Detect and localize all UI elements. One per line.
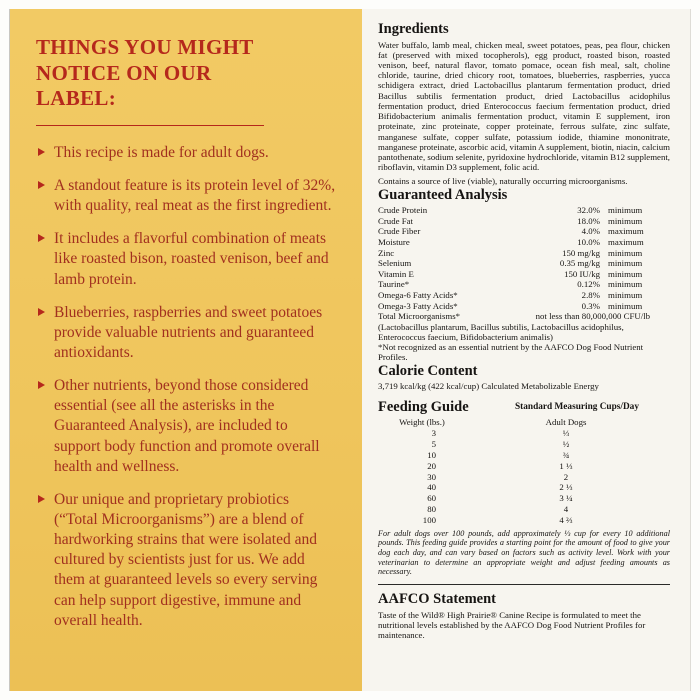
ingredients-note: Contains a source of live (viable), naturally occurring microorganisms.: [378, 176, 628, 187]
ga-row: [378, 216, 670, 227]
left-panel-title: THINGS YOU MIGHT NOTICE ON OUR LABEL:: [36, 35, 254, 111]
ga-nutrient: Omega-6 Fatty Acids*: [378, 289, 458, 300]
ga-row: [378, 269, 670, 280]
ga-row: [378, 205, 670, 216]
bullet-text: A standout feature is its protein level of 32%, with quality, real meat as the first ingredient.: [54, 176, 336, 215]
ga-nutrient: Vitamin E: [378, 268, 414, 279]
weight-column-header: Weight (lbs.): [399, 417, 445, 428]
triangle-bullet-icon: [38, 495, 45, 503]
ga-nutrient: Total Microorganisms*: [378, 311, 461, 322]
weight-value: 40: [427, 482, 436, 493]
aafco-heading: AAFCO Statement: [378, 590, 496, 607]
cups-value: ⅓: [562, 428, 570, 439]
bullet-list: [36, 143, 336, 631]
feeding-guide-row: [378, 515, 670, 526]
feeding-guide-subheader: [378, 417, 670, 428]
ga-value: 150 IU/kg: [564, 268, 600, 279]
feeding-guide-row: [378, 482, 670, 493]
cups-value: 2: [563, 471, 569, 482]
feeding-guide-table: [378, 428, 670, 525]
ga-row: [378, 237, 670, 248]
bullet-item: [36, 143, 336, 163]
ga-row: [378, 279, 670, 290]
weight-value: 80: [427, 503, 436, 514]
ga-value: 0.35 mg/kg: [559, 258, 600, 269]
ga-value: 18.0%: [577, 215, 600, 226]
aafco-text: Taste of the Wild® High Prairie® Canine Recipe is formulated to meet the nutritional levels established by the AAFCO Dog Food Nutrient Profiles for maintenance.: [378, 609, 646, 641]
ga-value: 2.8%: [581, 289, 600, 300]
ga-row: [378, 248, 670, 259]
ga-qualifier: minimum: [608, 268, 643, 279]
bullet-text: This recipe is made for adult dogs.: [54, 143, 269, 161]
ga-value: 0.3%: [581, 300, 600, 311]
weight-value: 5: [431, 439, 436, 450]
ga-row: [378, 226, 670, 237]
weight-value: 3: [431, 428, 436, 439]
ga-value: 0.12%: [577, 279, 600, 290]
feeding-guide-cups-heading: Standard Measuring Cups/Day: [515, 402, 639, 413]
cups-value: ¾: [562, 450, 570, 460]
feeding-guide-row: [378, 461, 670, 472]
bullet-text: Blueberries, raspberries and sweet potatoes provide valuable nutrients and guaranteed antioxidants.: [54, 303, 323, 361]
cups-value: 4: [563, 503, 569, 514]
weight-value: 20: [427, 460, 436, 471]
weight-value: 60: [427, 493, 436, 504]
ga-nutrient: Crude Fat: [378, 215, 413, 226]
right-panel: [362, 9, 690, 691]
bullet-text: It includes a flavorful combination of meats like roasted bison, roasted venison, beef and lamb protein.: [54, 230, 329, 288]
ga-value: 32.0%: [577, 205, 600, 216]
cups-column-header: Adult Dogs: [545, 417, 587, 428]
bullet-item: [36, 303, 336, 363]
triangle-bullet-icon: [38, 148, 45, 156]
weight-value: 100: [422, 514, 436, 525]
cups-value: 4 ⅔: [559, 514, 573, 525]
ga-nutrient: Moisture: [378, 236, 410, 247]
ingredients-heading: Ingredients: [378, 21, 449, 37]
feeding-guide-row: [378, 439, 670, 450]
ga-row: [378, 290, 670, 301]
ga-row-total-microorganisms: [378, 311, 670, 322]
feeding-guide-row: [378, 493, 670, 504]
ga-qualifier: minimum: [608, 247, 643, 258]
bullet-item: [36, 176, 336, 216]
ga-nutrient: Zinc: [378, 247, 395, 258]
ga-row: [378, 301, 670, 312]
cups-value: ½: [562, 439, 570, 450]
feeding-guide-note: For adult dogs over 100 pounds, add approximately ⅓ cup for every 10 additional pounds. This feeding guide provides a starting point for the amount of food to give your dog each day, and can vary based on factors such as activity level. Work with your veterinarian to determine an appropriate weight and adjust feeding amounts as necessary.: [378, 528, 670, 577]
ga-nutrient: Taurine*: [378, 279, 410, 290]
ga-qualifier: minimum: [608, 215, 643, 226]
ga-qualifier: minimum: [608, 205, 643, 216]
ga-species-detail: (Lactobacillus plantarum, Bacillus subtilis, Lactobacillus acidophilus, Enterococcus faecium, Bifidobacterium animalis): [378, 321, 624, 342]
cups-value: 3 ¼: [559, 493, 573, 504]
ga-qualifier: minimum: [608, 279, 643, 290]
ga-nutrient: Crude Fiber: [378, 226, 421, 237]
triangle-bullet-icon: [38, 234, 45, 242]
feeding-guide-row: [378, 504, 670, 515]
ga-value: not less than 80,000,000 CFU/lb: [535, 311, 650, 322]
label-scan: [9, 9, 691, 691]
ingredients-text: Water buffalo, lamb meal, chicken meal, sweet potatoes, peas, pea flour, chicken fat (preserved with mixed tocopherols), egg product, roasted bison, roasted venison, beef, natural flavor, tomato pomace, ocean fish meal, salt, choline chloride, taurine, dried chicory root, tomatoes, blueberries, raspberries, yucca schidigera extract, dried Lactobacillus plantarum fermentation product, dried Bacillus subtilis fermentation product, dried Lactobacillus acidophilus fermentation product, dried Enterococcus faecium fermentation product, dried Bifidobacterium animalis fermentation product, vitamin E supplement, iron proteinate, zinc proteinate, copper proteinate, ferrous sulfate, zinc sulfate, manganese sulfate, copper sulfate, potassium iodide, thiamine mononitrate, manganese proteinate, ascorbic acid, vitamin A supplement, biotin, niacin, calcium pantothenate, sodium selenite, pyridoxine hydrochloride, vitamin B12 supplement, riboflavin, vitamin D3 supplement, folic acid.: [378, 39, 670, 173]
ga-qualifier: minimum: [608, 289, 643, 300]
triangle-bullet-icon: [38, 308, 45, 316]
triangle-bullet-icon: [38, 381, 45, 389]
guaranteed-analysis-heading: Guaranteed Analysis: [378, 186, 508, 203]
ga-qualifier: maximum: [608, 226, 644, 237]
ga-nutrient: Omega-3 Fatty Acids*: [378, 300, 458, 311]
bullet-text: Our unique and proprietary probiotics (“Total Microorganisms”) are a blend of hardworking strains that were isolated and cultured by scientists just for us. We add them at guaranteed levels so every serving can help support digestive, immune and overall health.: [54, 490, 318, 629]
weight-value: 30: [427, 471, 436, 482]
bullet-item: [36, 490, 336, 631]
bullet-text: Other nutrients, beyond those considered essential (see all the asterisks in the Guaranteed Analysis), are included to support body function and promote overall health and wellness.: [54, 377, 320, 475]
weight-value: 10: [427, 450, 436, 460]
divider-line: [378, 584, 670, 585]
ga-footnote: *Not recognized as an essential nutrient by the AAFCO Dog Food Nutrient Profiles.: [378, 342, 644, 363]
ga-value: 4.0%: [581, 226, 600, 237]
ga-value: 150 mg/kg: [562, 247, 600, 258]
left-panel: [10, 9, 362, 691]
feeding-guide-row: [378, 450, 670, 461]
feeding-guide-heading: Feeding Guide: [378, 399, 469, 416]
calorie-content-heading: Calorie Content: [378, 362, 478, 379]
feeding-guide-row: [378, 428, 670, 439]
ga-nutrient: Selenium: [378, 258, 412, 269]
calorie-content-text: 3,719 kcal/kg (422 kcal/cup) Calculated Metabolizable Energy: [378, 381, 599, 392]
ga-row: [378, 258, 670, 269]
ga-nutrient: Crude Protein: [378, 205, 428, 216]
guaranteed-analysis-table: [378, 205, 670, 322]
bullet-item: [36, 229, 336, 289]
triangle-bullet-icon: [38, 181, 45, 189]
ga-qualifier: minimum: [608, 258, 643, 269]
ga-value: 10.0%: [577, 236, 600, 247]
cups-value: 1 ⅓: [559, 460, 573, 471]
ga-qualifier: minimum: [608, 300, 643, 311]
ga-qualifier: maximum: [608, 236, 644, 247]
bullet-item: [36, 376, 336, 477]
title-underline: [36, 125, 264, 126]
feeding-guide-row: [378, 472, 670, 483]
feeding-guide-header: [378, 398, 670, 415]
cups-value: 2 ⅓: [559, 482, 573, 493]
